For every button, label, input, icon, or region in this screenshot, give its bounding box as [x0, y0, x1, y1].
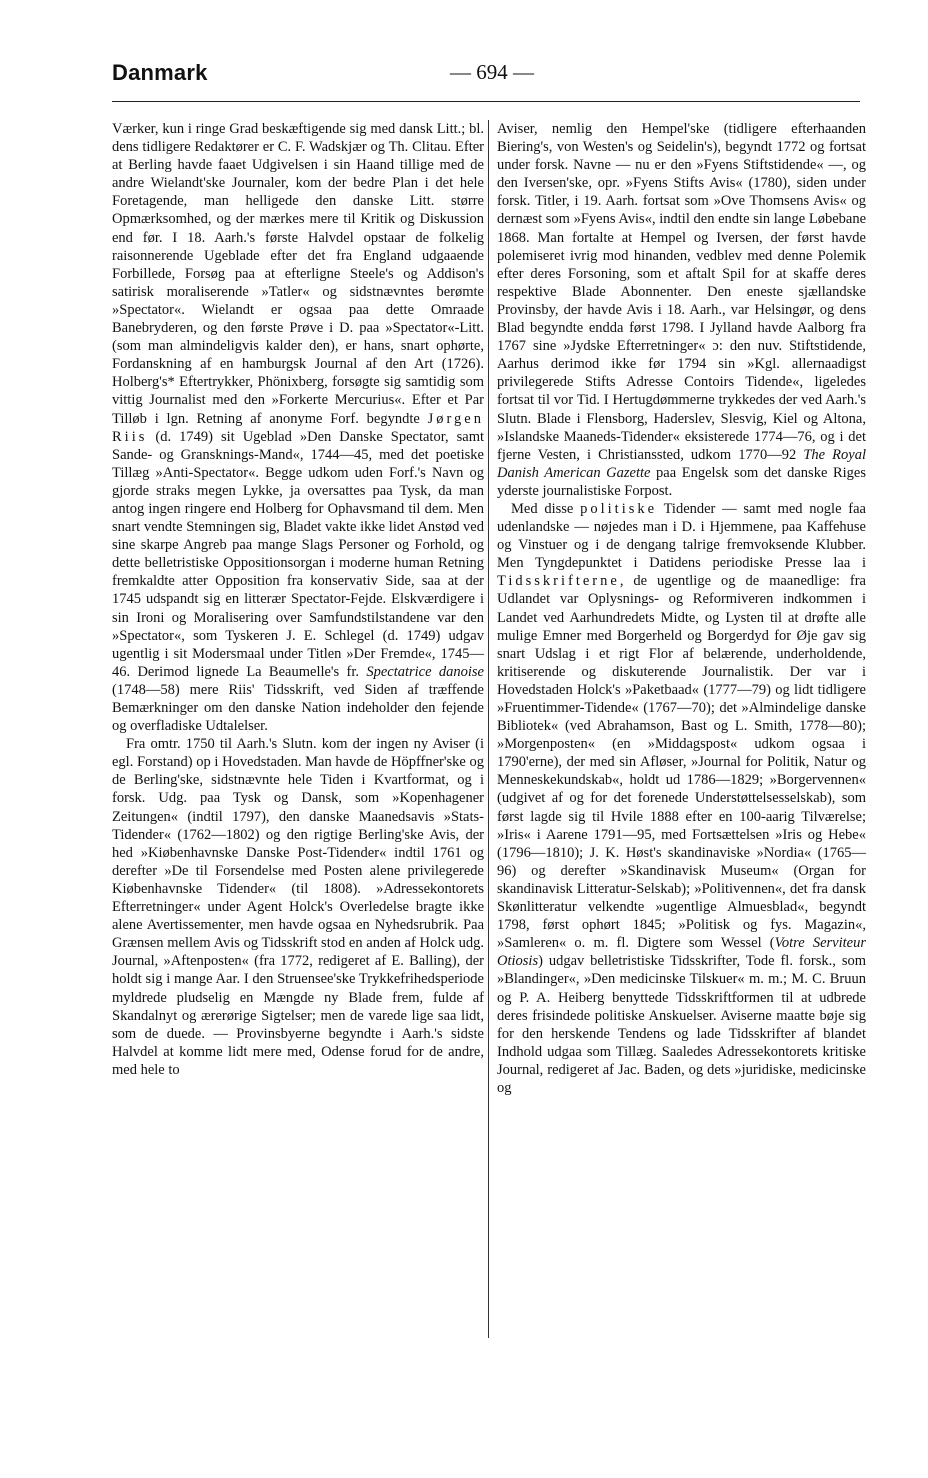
text-run: , de ugentlige og de maanedlige: fra Udlandet var Oplysnings- og Reformiveren indkommen i Landet ved Aarhundredets Midte, og Lysten til at drøfte alle mulige Emner med Borgerheld og Borgerdyd for Øje gav sig snart Udslag i et rigt Flor af belærende, underholdende, kritiserende og diskuterende Journalistik. Der var i Hovedstaden Holck's »Paketbaad« (1777—79) og lidt tidligere »Fruentimmer-Tidende« (1767—70); det »Almindelige danske Bibliotek« (ved Abrahamson, Bast og L. Smith, 1778—80); »Morgenposten« (en »Middagspost« udkom ogsaa i 1790'erne), der med sin Afløser, »Journal for Politik, Natur og Menneskekundskab«, holdt ud 1786—1829; »Borgervennen« (udgivet af og for det forenede Understøttelsesselskab), som først lagde sig til Hvile 1888 efter en 100-aarig Tilværelse; »Iris« i Aarene 1791—95, med Fortsættelsen »Iris og Hebe« (1796—1810); J. K. Høst's skandinaviske »Nordia« (1765—96) og derefter »Skandinavisk Museum« (Organ for skandinavisk Litteratur-Selskab); »Politivennen«, det fra dansk Skønlitteratur velkendte »ugentlige Almuesblad«, begyndt 1798, først ophørt 1845; »Politisk og fys. Magazin«, »Samleren« o. m. fl. Digtere som Wessel ( — [497, 573, 866, 952]
text-run: (1748—58) mere Riis' Tidsskrift, ved Siden af træffende Bemærkninger om den danske Nation indeholder den fejende og overfladiske Udtalelser. — [112, 681, 484, 735]
page-header — [112, 60, 860, 100]
spaced-term: politiske — [580, 500, 658, 517]
text-run: Aviser, nemlig den Hempel'ske (tidligere efterhaanden Biering's, von Westen's og Seidelin's), begyndt 1772 og fortsat under forsk. Navne — nu er den »Fyens Stiftstidende« —, og den Iversen'ske, opr. »Fyens Stifts Avis« (1780), siden under forsk. Titler, i 19. Aarh. fortsat som »Ove Thomsens Avis« og dernæst som »Fyens Avis«, indtil den endte sin lange Løbebane 1868. Man fortalte at Hempel og Iversen, der først havde polemiseret ivrig mod hinanden, vedblev med denne Polemik efter deres Forsoning, som et aftalt Spil for at skaffe deres respektive Blade Abonnenter. Den eneste sjællandske Provinsby, der havde Avis i 18. Aarh., var Helsingør, og dens Blad begyndte endda først 1798. I Jylland havde Aalborg fra 1767 sine »Jydske Efterretninger« ɔ: den nuv. Stiftstidende, Aarhus derimod ikke før 1794 sin »Kgl. allernaadigst privilegerede Stifts Adresse Contoirs Tidende«, ligeledes fortsat til vor Tid. I Hertugdømmerne trykkedes der ved Aarh.'s Slutn. Blade i Flensborg, Haderslev, Slesvig, Kiel og Altona, »Islandske Maaneds-Tidender« eksisterede 1774—76, og i det fjerne Vesten, i Christianssted, udkom 1770—92 — [497, 121, 866, 463]
spaced-name: Jørgen Riis — [112, 410, 484, 445]
italic-title: Spectatrice danoise — [366, 663, 484, 680]
text-run: ) udgav belletristiske Tidsskrifter, Tode fl. forsk., som »Blandinger«, »Den medicinske Tilskuer« m. m.; M. C. Bruun og P. A. Heiberg benyttede Tidsskriftformen til at udbrede deres frisindede politiske Anskuelser. Aviserne maatte bøje sig for den herskende Tendens og lade Tidsskrifter af blandet Indhold udgaa som Tillæg. Saaledes Adressekontorets kritiske Journal, redigeret af Jac. Baden, og dets »juridiske, medicinske og — [497, 953, 866, 1096]
text-run: Værker, kun i ringe Grad beskæftigende sig med dansk Litt.; bl. dens tidligere Redaktører er C. F. Wadskjær og Th. Clitau. Efter at Berling havde faaet Udgivelsen i sin Haand tillige med de andre Wielandt'ske Journaler, kom der bedre Plan i det hele Foretagende, man helligede den danske Litt. større Opmærksomhed, og der mærkes mere til Kritik og Diskussion end før. I 18. Aarh.'s første Halvdel opstaar de folkelig raisonnerende Ugeblade efter det fra England udgaaende Forbillede, Forsøg paa at efterligne Steele's og Addison's satirisk moraliserende »Tatler« og sidstnævntes berømte »Spectator«. Wielandt er ogsaa paa dette Omraade Banebryderen, og den første Prøve i D. paa »Spectator«-Litt. (som man almindeligvis kalder den), er hans, snart ophørte, Fordanskning af en hamburgsk Journal af den Art (1726). Holberg's* Eftertrykker, Phönixberg, forsøgte sig samtidig som vittig Journalist med den »Forkerte Mercurius«. Efter et Par Tilløb i lgn. Retning af anonyme Forf. begyndte — [112, 121, 484, 427]
running-head: Danmark — [112, 60, 208, 85]
left-paragraph-2: Fra omtr. 1750 til Aarh.'s Slutn. kom der ingen ny Aviser (i egl. Forstand) op i Hovedstaden. Man havde de Höpffner'ske og de Berling'ske, sidstnævnte hele Tiden i Kvartformat, og i forsk. Udg. paa Tysk og Dansk, som »Kopenhagener Zeitungen« (indtil 1797), den danske Maanedsavis »Stats-Tidender« (1762—1802) og den rigtige Berling'ske Avis, der hed »Kiøbenhavnske Danske Post-Tidender« indtil 1761 og derefter »De til Forsendelse med Posten alene privilegerede Kiøbenhavnske Tidender« (til 1808). »Adressekontorets Efterretninger« under Agent Holck's Overledelse bragte ikke alene Avertissementer, men havde ogsaa en Nyhedsrubrik. Paa Grænsen mellem Avis og Tidsskrift stod en anden af Holck udg. Journal, »Aftenposten« (fra 1772, redigeret af E. Balling), der holdt sig i mange Aar. I den Struensee'ske Trykkefrihedsperiode myldrede pludselig en Mængde ny Blade frem, fulde af Skandalnyt og ærerørige Sigtelser; men de varede lige saa lidt, som de duede. — Provinsbyerne begyndte i Aarh.'s sidste Halvdel at komme lidt mere med, Odense forud for de andre, med hele to — [112, 736, 484, 1078]
text-run: Med disse — [511, 500, 581, 517]
left-column — [112, 120, 484, 1079]
spaced-term: Tidsskrifterne — [497, 573, 620, 590]
text-run: Tidender — samt med nogle faa udenlandske — nøjedes man i D. i Hjemmene, paa Kaffehuse og Vinstuer og i de dengang talrige fremvoksende Klubber. Men Tyngdepunktet i Datidens periodiske Presse laa i — [497, 500, 866, 572]
header-rule — [112, 101, 860, 102]
text-run: paa Engelsk som det danske Riges yderste journalistiske Forpost. — [497, 464, 866, 499]
italic-title: The Royal Danish American Gazette — [497, 446, 866, 481]
italic-title: Votre Serviteur Otiosis — [497, 935, 866, 970]
column-divider — [488, 120, 489, 1338]
right-column — [497, 120, 866, 1097]
right-paragraph-1 — [497, 120, 866, 500]
right-paragraph-2 — [497, 500, 866, 1097]
left-paragraph-1 — [112, 120, 484, 735]
page-number: — 694 — — [450, 60, 534, 84]
text-run: (d. 1749) sit Ugeblad »Den Danske Spectator, samt Sande- og Gransknings-Mand«, 1744—45, med det poetiske Tillæg »Anti-Spectator«. Begge udkom uden Forf.'s Navn og gjorde straks megen Lykke, ja oversattes paa Tysk, da man antog ingen ringere end Holberg for Ophavsmand til dem. Men snart vendte Stemningen sig, Bladet vakte ikke lidet Anstød ved sine skarpe Angreb paa mange Slags Personer og Forhold, og dette belletristiske Oppositionsorgan i moderne human Retning fremkaldte atter Opposition fra konservativ Side, saa at der 1745 udspandt sig en litterær Spectator-Fejde. Elskværdigere i sin Ironi og Moralisering over Samfundstilstandene var den »Spectator«, som Tyskeren J. E. Schlegel (d. 1749) udgav ugentlig i sit Modersmaal under Titlen »Der Fremde«, 1745—46. Derimod lignede La Beaumelle's fr. — [112, 428, 484, 680]
